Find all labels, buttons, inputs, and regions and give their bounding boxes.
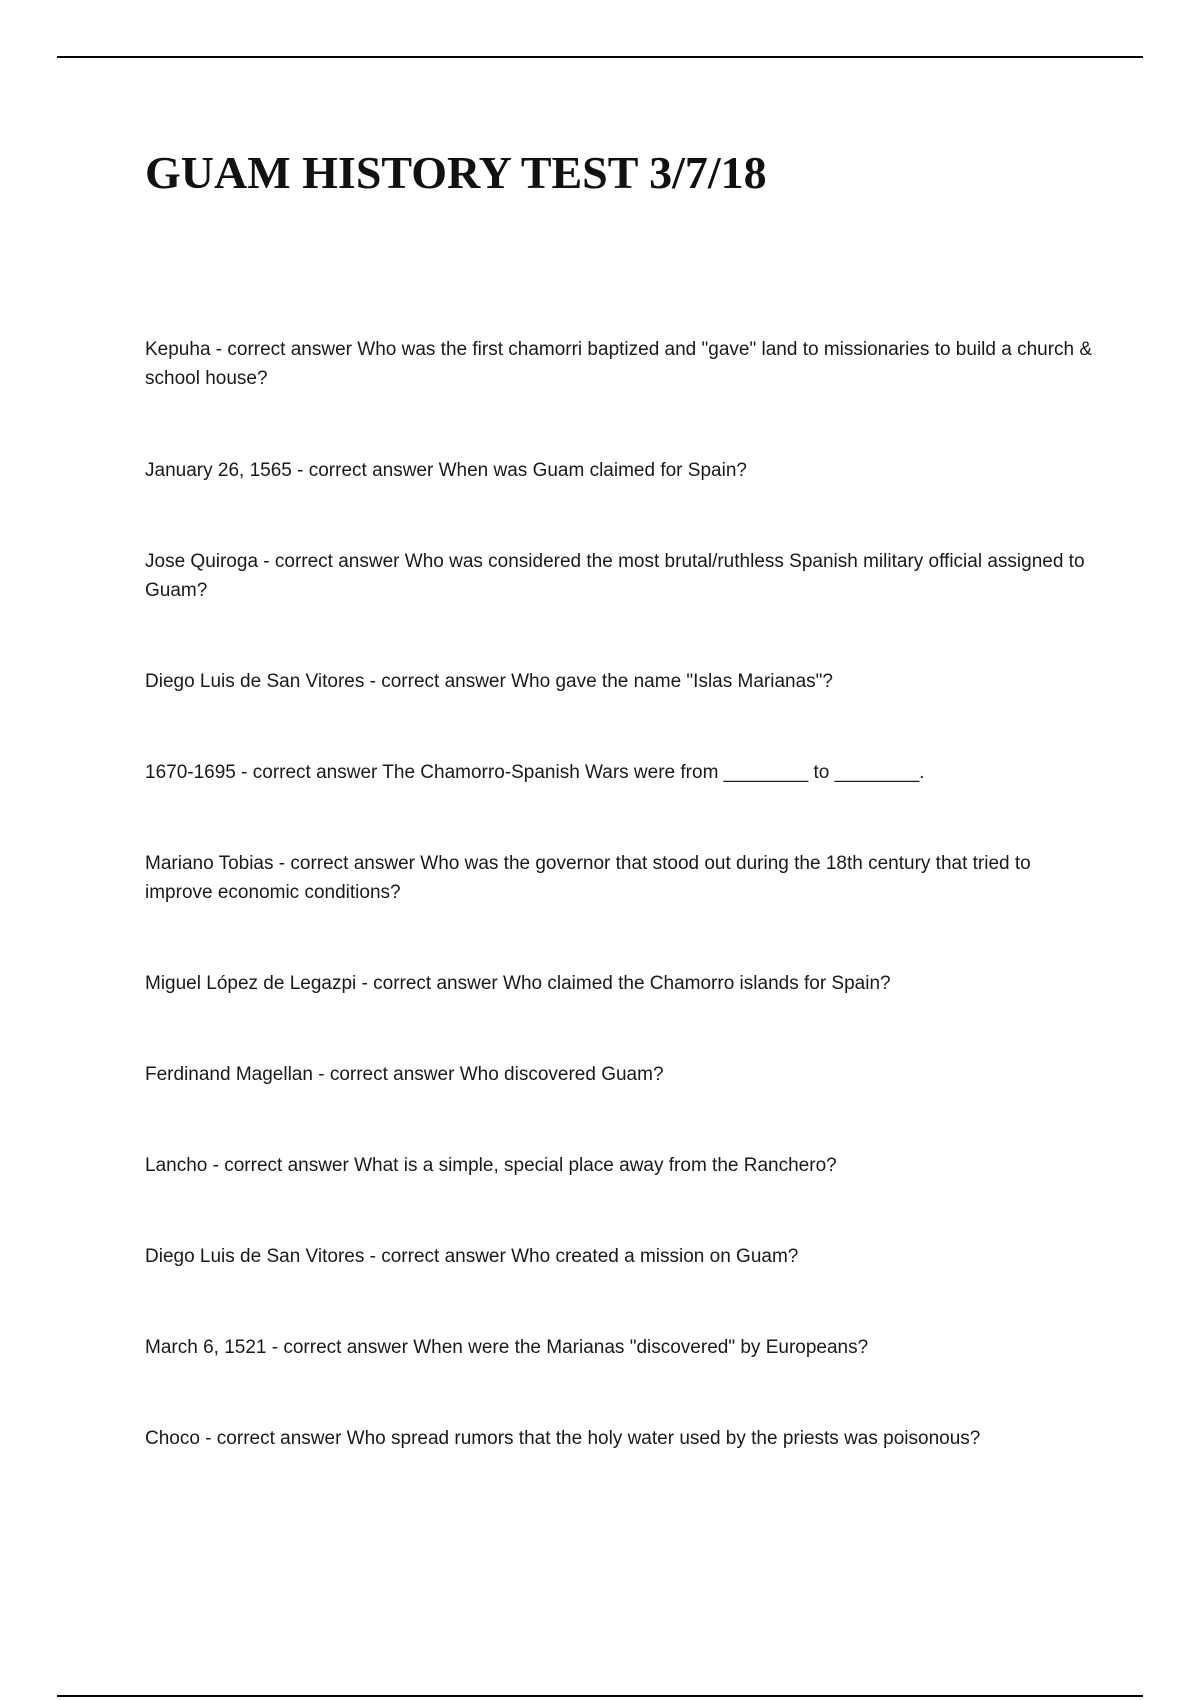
qa-item: Mariano Tobias - correct answer Who was the governor that stood out during the 18th century that tried to improve economic conditions? [145,853,1031,903]
qa-item: Diego Luis de San Vitores - correct answer Who gave the name "Islas Marianas"? [145,671,833,692]
qa-item: Ferdinand Magellan - correct answer Who discovered Guam? [145,1064,664,1085]
qa-item: Diego Luis de San Vitores - correct answer Who created a mission on Guam? [145,1246,799,1267]
qa-item: January 26, 1565 - correct answer When was Guam claimed for Spain? [145,460,747,481]
qa-item: Jose Quiroga - correct answer Who was considered the most brutal/ruthless Spanish military official assigned to Guam? [145,551,1085,601]
qa-item: Miguel López de Legazpi - correct answer Who claimed the Chamorro islands for Spain? [145,973,891,994]
qa-item: Choco - correct answer Who spread rumors that the holy water used by the priests was poisonous? [145,1428,981,1449]
qa-item: 1670-1695 - correct answer The Chamorro-Spanish Wars were from ________ to ________. [145,762,925,783]
qa-item: March 6, 1521 - correct answer When were the Marianas "discovered" by Europeans? [145,1337,869,1358]
qa-item: Kepuha - correct answer Who was the first chamorri baptized and "gave" land to missionaries to build a church & school house? [145,339,1093,389]
qa-item: Lancho - correct answer What is a simple, special place away from the Ranchero? [145,1155,837,1176]
top-rule [57,56,1143,58]
document-title: GUAM HISTORY TEST 3/7/18 [145,147,767,198]
bottom-rule [57,1695,1143,1697]
